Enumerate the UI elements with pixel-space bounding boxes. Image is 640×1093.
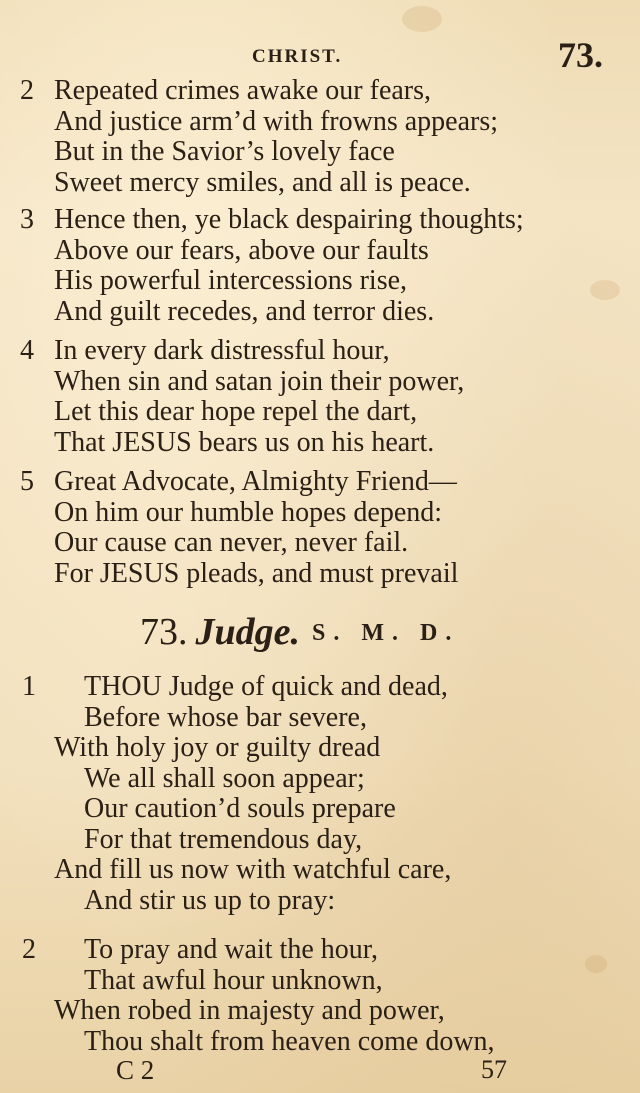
running-head: [0, 35, 640, 78]
paper-stain: [402, 6, 442, 32]
verse-line: And stir us up to pray:: [84, 884, 336, 916]
verse-line: THOU Judge of quick and dead,: [84, 671, 448, 702]
verse-line: Our cause can never, never fail.: [54, 527, 409, 558]
verse-line: Our caution’d souls prepare: [84, 793, 396, 824]
verse-line: Let this dear hope repel the dart,: [54, 396, 418, 427]
verse-line: With holy joy or guilty dread: [54, 732, 381, 763]
verse-line: Before whose bar severe,: [84, 701, 367, 733]
verse-line: When robed in majesty and power,: [54, 995, 445, 1026]
verse-line: That JESUS bears us on his heart.: [54, 426, 435, 458]
hymn-meter: S. M. D.: [312, 620, 460, 646]
stanza-number: 1: [22, 671, 36, 702]
stanza-number: 2: [20, 75, 34, 106]
stanza-number: 4: [20, 335, 34, 366]
verse-line: And justice arm’d with frowns appears;: [54, 105, 498, 137]
hymn-number: 73.: [140, 611, 188, 653]
verse-line: On him our humble hopes depend:: [54, 496, 443, 528]
verse-line: For JESUS pleads, and must prevail: [54, 557, 459, 589]
verse-line: And guilt recedes, and terror dies.: [54, 295, 435, 327]
verse-line: Hence then, ye black despairing thoughts;: [54, 204, 524, 235]
verse-line: That awful hour unknown,: [84, 964, 383, 996]
signature-mark: C 2: [116, 1055, 155, 1085]
verse-line: Thou shalt from heaven come down,: [84, 1025, 495, 1057]
hymn-heading: [140, 610, 459, 655]
hymn-title: Judge.: [195, 611, 300, 653]
verse-line: Above our fears, above our faults: [54, 234, 429, 266]
verse-line: When sin and satan join their power,: [54, 365, 465, 397]
verse-line: But in the Savior’s lovely face: [54, 136, 395, 167]
stanza-number: 2: [22, 934, 36, 965]
verse-line: His powerful intercessions rise,: [54, 265, 408, 296]
verse-line: To pray and wait the hour,: [84, 934, 378, 965]
verse-line: For that tremendous day,: [84, 823, 363, 855]
page-number: 57: [481, 1055, 507, 1084]
page-footer: [0, 1055, 640, 1089]
stanza-number: 3: [20, 204, 34, 235]
paper-stain: [590, 280, 620, 300]
running-head-title: CHRIST.: [252, 46, 343, 67]
stanza-number: 5: [20, 466, 34, 497]
verse-line: Sweet mercy smiles, and all is peace.: [54, 166, 471, 198]
verse-line: And fill us now with watchful care,: [54, 854, 452, 885]
running-head-hymn-number: 73.: [558, 35, 603, 75]
verse-line: We all shall soon appear;: [84, 762, 365, 794]
verse-line: Great Advocate, Almighty Friend—: [54, 466, 457, 497]
verse-line: In every dark distressful hour,: [54, 335, 390, 366]
paper-stain: [585, 955, 607, 973]
verse-line: Repeated crimes awake our fears,: [54, 75, 432, 106]
